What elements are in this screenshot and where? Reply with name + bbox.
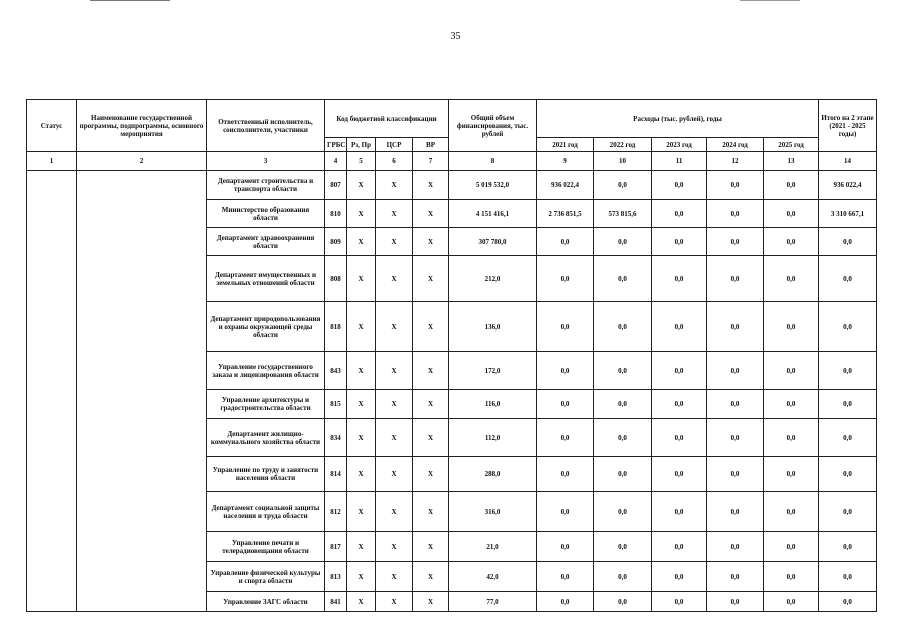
csr-cell: X <box>376 390 413 419</box>
y2021-cell: 0,0 <box>537 419 594 457</box>
csr-cell: X <box>376 256 413 302</box>
y2022-cell: 0,0 <box>594 492 652 532</box>
column-number: 4 <box>325 152 347 171</box>
y2022-cell: 0,0 <box>594 532 652 562</box>
y2022-cell: 0,0 <box>594 228 652 256</box>
y2025-cell: 0,0 <box>764 390 819 419</box>
y2025-cell: 0,0 <box>764 256 819 302</box>
itogo-cell: 0,0 <box>819 256 877 302</box>
vr-cell: X <box>413 419 449 457</box>
header-rzpr: Рз, Пр <box>347 138 376 152</box>
itogo-cell: 0,0 <box>819 228 877 256</box>
y2024-cell: 0,0 <box>707 390 764 419</box>
total-cell: 4 151 416,1 <box>449 200 537 228</box>
column-number: 3 <box>207 152 325 171</box>
column-number: 13 <box>764 152 819 171</box>
y2022-cell: 573 815,6 <box>594 200 652 228</box>
y2023-cell: 0,0 <box>652 492 707 532</box>
total-cell: 42,0 <box>449 562 537 592</box>
y2023-cell: 0,0 <box>652 302 707 352</box>
vr-cell: X <box>413 171 449 200</box>
y2025-cell: 0,0 <box>764 171 819 200</box>
y2024-cell: 0,0 <box>707 171 764 200</box>
total-cell: 172,0 <box>449 352 537 390</box>
grbs-cell: 841 <box>325 592 347 612</box>
y2021-cell: 0,0 <box>537 390 594 419</box>
rzpr-cell: X <box>347 457 376 492</box>
grbs-cell: 809 <box>325 228 347 256</box>
header-grbs: ГРБС <box>325 138 347 152</box>
grbs-cell: 834 <box>325 419 347 457</box>
executor-cell: Департамент жилищно-коммунального хозяйства области <box>207 419 325 457</box>
executor-cell: Управление ЗАГС области <box>207 592 325 612</box>
scan-edge-line <box>90 0 170 1</box>
y2024-cell: 0,0 <box>707 532 764 562</box>
csr-cell: X <box>376 171 413 200</box>
header-2025: 2025 год <box>764 138 819 152</box>
y2023-cell: 0,0 <box>652 532 707 562</box>
vr-cell: X <box>413 352 449 390</box>
executor-cell: Департамент природопользования и охраны окружающей среды области <box>207 302 325 352</box>
csr-cell: X <box>376 352 413 390</box>
csr-cell: X <box>376 592 413 612</box>
y2024-cell: 0,0 <box>707 492 764 532</box>
y2024-cell: 0,0 <box>707 457 764 492</box>
y2021-cell: 0,0 <box>537 532 594 562</box>
itogo-cell: 0,0 <box>819 492 877 532</box>
grbs-cell: 843 <box>325 352 347 390</box>
csr-cell: X <box>376 457 413 492</box>
vr-cell: X <box>413 532 449 562</box>
rzpr-cell: X <box>347 592 376 612</box>
y2021-cell: 0,0 <box>537 592 594 612</box>
y2021-cell: 2 736 851,5 <box>537 200 594 228</box>
y2025-cell: 0,0 <box>764 592 819 612</box>
header-expenses: Расходы (тыс. рублей), годы <box>537 100 819 138</box>
y2025-cell: 0,0 <box>764 457 819 492</box>
y2021-cell: 0,0 <box>537 302 594 352</box>
y2021-cell: 0,0 <box>537 457 594 492</box>
executor-cell: Департамент строительства и транспорта области <box>207 171 325 200</box>
y2024-cell: 0,0 <box>707 256 764 302</box>
itogo-cell: 936 022,4 <box>819 171 877 200</box>
y2024-cell: 0,0 <box>707 562 764 592</box>
column-number: 11 <box>652 152 707 171</box>
itogo-cell: 0,0 <box>819 457 877 492</box>
y2023-cell: 0,0 <box>652 419 707 457</box>
y2024-cell: 0,0 <box>707 419 764 457</box>
y2025-cell: 0,0 <box>764 532 819 562</box>
rzpr-cell: X <box>347 492 376 532</box>
csr-cell: X <box>376 302 413 352</box>
y2025-cell: 0,0 <box>764 352 819 390</box>
csr-cell: X <box>376 562 413 592</box>
y2022-cell: 0,0 <box>594 419 652 457</box>
header-csr: ЦСР <box>376 138 413 152</box>
y2023-cell: 0,0 <box>652 256 707 302</box>
header-total: Общий объем финансирования, тыс. рублей <box>449 100 537 152</box>
y2025-cell: 0,0 <box>764 302 819 352</box>
total-cell: 212,0 <box>449 256 537 302</box>
header-budget-code: Код бюджетной классификации <box>325 100 449 138</box>
rzpr-cell: X <box>347 390 376 419</box>
header-name: Наименование государственной программы, подпрограммы, основного мероприятия <box>77 100 207 152</box>
grbs-cell: 818 <box>325 302 347 352</box>
total-cell: 116,0 <box>449 390 537 419</box>
executor-cell: Управление по труду и занятости населения области <box>207 457 325 492</box>
y2025-cell: 0,0 <box>764 228 819 256</box>
header-status: Статус <box>27 100 77 152</box>
y2023-cell: 0,0 <box>652 457 707 492</box>
vr-cell: X <box>413 562 449 592</box>
y2022-cell: 0,0 <box>594 457 652 492</box>
y2021-cell: 936 022,4 <box>537 171 594 200</box>
grbs-cell: 812 <box>325 492 347 532</box>
vr-cell: X <box>413 200 449 228</box>
itogo-cell: 0,0 <box>819 562 877 592</box>
y2025-cell: 0,0 <box>764 492 819 532</box>
y2024-cell: 0,0 <box>707 200 764 228</box>
total-cell: 316,0 <box>449 492 537 532</box>
y2025-cell: 0,0 <box>764 419 819 457</box>
y2023-cell: 0,0 <box>652 352 707 390</box>
executor-cell: Управление физической культуры и спорта области <box>207 562 325 592</box>
grbs-cell: 813 <box>325 562 347 592</box>
y2025-cell: 0,0 <box>764 562 819 592</box>
y2022-cell: 0,0 <box>594 352 652 390</box>
grbs-cell: 815 <box>325 390 347 419</box>
executor-cell: Управление государственного заказа и лицензирования области <box>207 352 325 390</box>
column-number: 12 <box>707 152 764 171</box>
y2024-cell: 0,0 <box>707 592 764 612</box>
itogo-cell: 0,0 <box>819 532 877 562</box>
y2021-cell: 0,0 <box>537 492 594 532</box>
itogo-cell: 0,0 <box>819 592 877 612</box>
column-number: 9 <box>537 152 594 171</box>
header-2024: 2024 год <box>707 138 764 152</box>
y2023-cell: 0,0 <box>652 390 707 419</box>
vr-cell: X <box>413 492 449 532</box>
y2022-cell: 0,0 <box>594 592 652 612</box>
y2025-cell: 0,0 <box>764 200 819 228</box>
vr-cell: X <box>413 228 449 256</box>
header-2021: 2021 год <box>537 138 594 152</box>
y2024-cell: 0,0 <box>707 352 764 390</box>
y2023-cell: 0,0 <box>652 171 707 200</box>
y2023-cell: 0,0 <box>652 592 707 612</box>
rzpr-cell: X <box>347 532 376 562</box>
grbs-cell: 814 <box>325 457 347 492</box>
itogo-cell: 0,0 <box>819 352 877 390</box>
header-vr: ВР <box>413 138 449 152</box>
y2021-cell: 0,0 <box>537 228 594 256</box>
csr-cell: X <box>376 532 413 562</box>
itogo-cell: 0,0 <box>819 390 877 419</box>
csr-cell: X <box>376 228 413 256</box>
status-cell <box>27 171 77 612</box>
y2022-cell: 0,0 <box>594 390 652 419</box>
csr-cell: X <box>376 419 413 457</box>
vr-cell: X <box>413 592 449 612</box>
y2022-cell: 0,0 <box>594 171 652 200</box>
vr-cell: X <box>413 302 449 352</box>
executor-cell: Управление архитектуры и градостроительства области <box>207 390 325 419</box>
header-2022: 2022 год <box>594 138 652 152</box>
total-cell: 288,0 <box>449 457 537 492</box>
total-cell: 21,0 <box>449 532 537 562</box>
y2023-cell: 0,0 <box>652 228 707 256</box>
column-number: 8 <box>449 152 537 171</box>
total-cell: 136,0 <box>449 302 537 352</box>
itogo-cell: 0,0 <box>819 302 877 352</box>
y2024-cell: 0,0 <box>707 302 764 352</box>
column-number: 2 <box>77 152 207 171</box>
header-2023: 2023 год <box>652 138 707 152</box>
y2021-cell: 0,0 <box>537 562 594 592</box>
rzpr-cell: X <box>347 352 376 390</box>
y2022-cell: 0,0 <box>594 302 652 352</box>
column-number: 6 <box>376 152 413 171</box>
rzpr-cell: X <box>347 256 376 302</box>
vr-cell: X <box>413 390 449 419</box>
y2024-cell: 0,0 <box>707 228 764 256</box>
y2023-cell: 0,0 <box>652 562 707 592</box>
column-number: 7 <box>413 152 449 171</box>
grbs-cell: 807 <box>325 171 347 200</box>
vr-cell: X <box>413 256 449 302</box>
csr-cell: X <box>376 200 413 228</box>
csr-cell: X <box>376 492 413 532</box>
itogo-cell: 3 310 667,1 <box>819 200 877 228</box>
total-cell: 307 780,0 <box>449 228 537 256</box>
total-cell: 112,0 <box>449 419 537 457</box>
scan-edge-line <box>740 0 800 1</box>
program-name-cell <box>77 171 207 612</box>
executor-cell: Управление печати и телерадиовещания области <box>207 532 325 562</box>
executor-cell: Департамент социальной защиты населения и труда области <box>207 492 325 532</box>
column-number: 1 <box>27 152 77 171</box>
vr-cell: X <box>413 457 449 492</box>
executor-cell: Департамент здравоохранения области <box>207 228 325 256</box>
header-executor: Ответственный исполнитель, соисполнители, участники <box>207 100 325 152</box>
page-number: 35 <box>450 31 461 42</box>
itogo-cell: 0,0 <box>819 419 877 457</box>
table-row <box>27 171 877 200</box>
rzpr-cell: X <box>347 200 376 228</box>
column-number: 5 <box>347 152 376 171</box>
rzpr-cell: X <box>347 228 376 256</box>
rzpr-cell: X <box>347 302 376 352</box>
executor-cell: Департамент имущественных и земельных отношений области <box>207 256 325 302</box>
y2021-cell: 0,0 <box>537 256 594 302</box>
y2022-cell: 0,0 <box>594 562 652 592</box>
rzpr-cell: X <box>347 171 376 200</box>
y2022-cell: 0,0 <box>594 256 652 302</box>
budget-table <box>26 99 877 612</box>
header-itogo: Итого на 2 этапе (2021 - 2025 годы) <box>819 100 877 152</box>
grbs-cell: 810 <box>325 200 347 228</box>
column-number: 14 <box>819 152 877 171</box>
executor-cell: Министерство образования области <box>207 200 325 228</box>
grbs-cell: 808 <box>325 256 347 302</box>
rzpr-cell: X <box>347 419 376 457</box>
total-cell: 5 019 532,0 <box>449 171 537 200</box>
y2021-cell: 0,0 <box>537 352 594 390</box>
total-cell: 77,0 <box>449 592 537 612</box>
column-number: 10 <box>594 152 652 171</box>
y2023-cell: 0,0 <box>652 200 707 228</box>
rzpr-cell: X <box>347 562 376 592</box>
grbs-cell: 817 <box>325 532 347 562</box>
